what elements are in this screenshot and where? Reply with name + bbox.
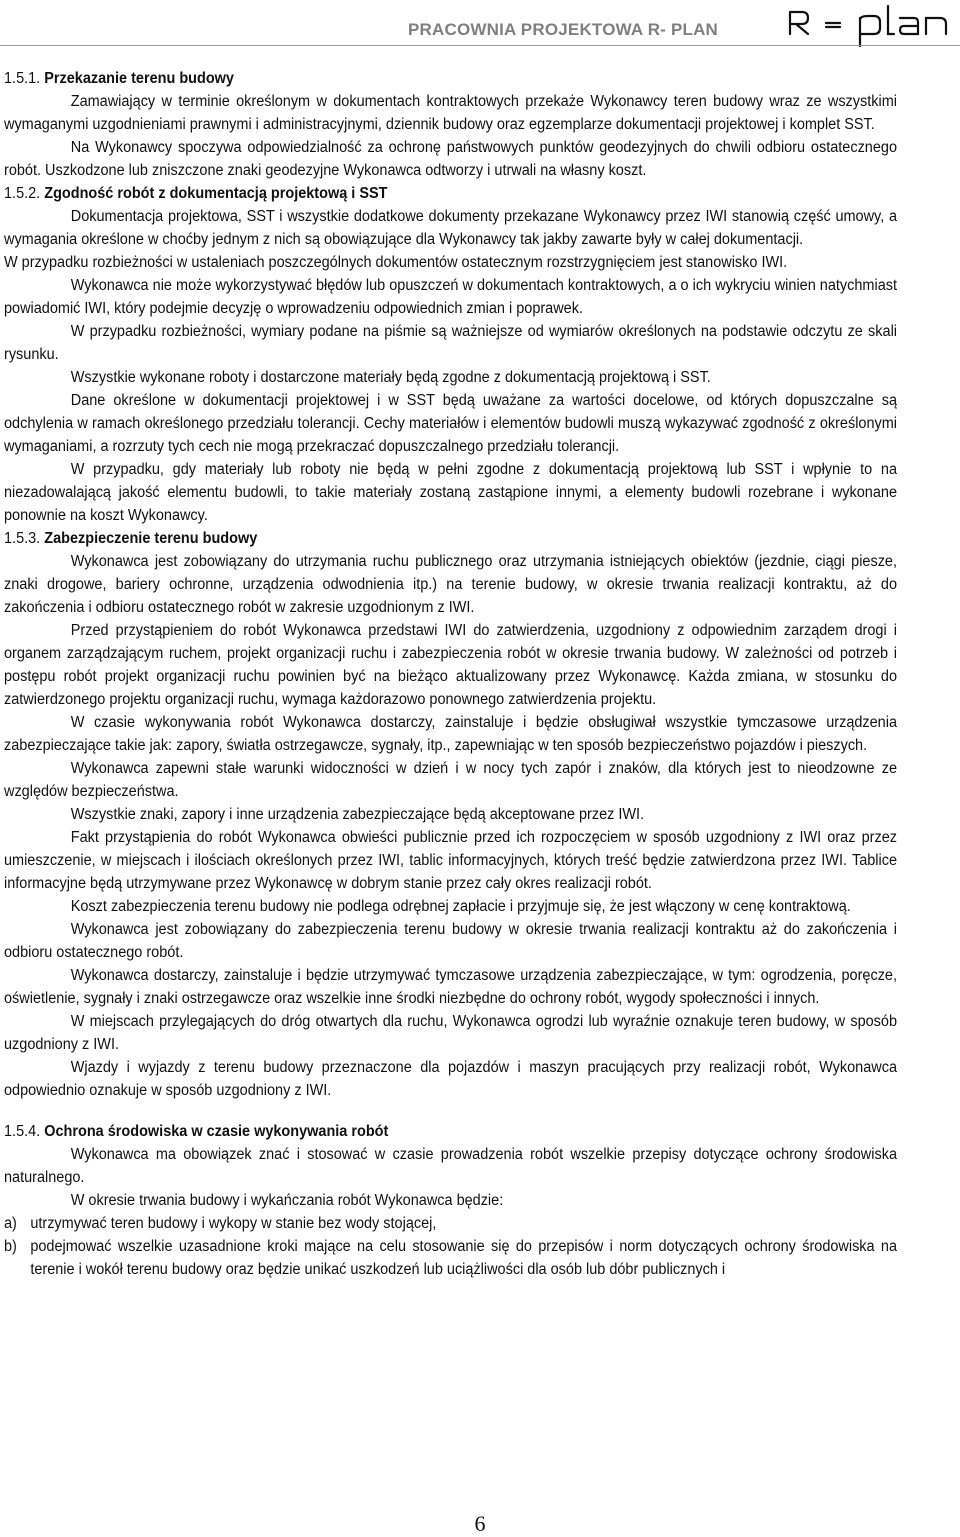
document-body bbox=[4, 67, 897, 1281]
paragraph: Przed przystąpieniem do robót Wykonawca przedstawi IWI do zatwierdzenia, uzgodniony z odpowiednim zarządem drogi i organem zarządzającym ruchem, projekt organizacji ruchu i zabezpieczenia robót w okresie trwania budowy. W zależności od potrzeb i postępu robót projekt organizacji ruchu powinien być na bieżąco aktualizowany przez Wykonawcę. Każda zmiana, w stosunku do zatwierdzonego projektu organizacji ruchu, wymaga każdorazowo ponownego zatwierdzenia projektu. bbox=[4, 622, 898, 708]
paragraph: W czasie wykonywania robót Wykonawca dostarczy, zainstaluje i będzie obsługiwał wszystkie tymczasowe urządzenia zabezpieczające takie jak: zapory, światła ostrzegawcze, sygnały, itp., zapewniając w ten sposób bezpieczeństwo pojazdów i pieszych. bbox=[4, 714, 898, 754]
paragraph: W przypadku rozbieżności, wymiary podane na piśmie są ważniejsze od wymiarów określonych na podstawie odczytu ze skali rysunku. bbox=[4, 323, 898, 363]
spacer bbox=[4, 1102, 897, 1120]
header-title: PRACOWNIA PROJEKTOWA R- PLAN bbox=[408, 20, 719, 39]
paragraph: W przypadku rozbieżności w ustaleniach poszczególnych dokumentów ostatecznym rozstrzygnięciem jest stanowisko IWI. bbox=[4, 254, 788, 271]
list-item-text: podejmować wszelkie uzasadnione kroki mające na celu stosowanie się do przepisów i norm dotyczących ochrony środowiska na terenie i wokół terenu budowy oraz będzie unikać uszkodzeń lub uciążliwości dla osób lub dóbr publicznych i bbox=[30, 1238, 897, 1278]
section-heading: 1.5.2. Zgodność robót z dokumentacją projektową i SST bbox=[4, 185, 388, 202]
paragraph: Dokumentacja projektowa, SST i wszystkie dodatkowe dokumenty przekazane Wykonawcy przez IWI stanowią część umowy, a wymagania określone w choćby jednym z nich są obowiązujące dla Wykonawcy tak jakby zawarte były w całej dokumentacji. bbox=[4, 208, 898, 248]
paragraph: W miejscach przylegających do dróg otwartych dla ruchu, Wykonawca ogrodzi lub wyraźnie oznakuje teren budowy, w sposób uzgodniony z IWI. bbox=[4, 1013, 898, 1053]
paragraph: Wykonawca dostarczy, zainstaluje i będzie utrzymywać tymczasowe urządzenia zabezpieczające, w tym: ogrodzenia, poręcze, oświetlenie, sygnały i znaki ostrzegawcze oraz wszelkie inne środki niezbędne do ochrony robót, wygody społeczności i innych. bbox=[4, 967, 898, 1007]
list-item bbox=[4, 1235, 897, 1281]
paragraph: W przypadku, gdy materiały lub roboty nie będą w pełni zgodne z dokumentacją projektową lub SST i wpłynie to na niezadowalającą jakość elementu budowli, to takie materiały zostaną zastąpione innymi, a elementy budowli rozebrane i wykonane ponownie na koszt Wykonawcy. bbox=[4, 461, 898, 524]
section-heading: 1.5.4. Ochrona środowiska w czasie wykonywania robót bbox=[4, 1123, 389, 1140]
paragraph: Wykonawca jest zobowiązany do zabezpieczenia terenu budowy w okresie trwania realizacji kontraktu aż do zakończenia i odbioru ostatecznego robót. bbox=[4, 921, 898, 961]
paragraph: Wszystkie wykonane roboty i dostarczone materiały będą zgodne z dokumentacją projektową i SST. bbox=[70, 369, 711, 386]
list-marker: b) bbox=[4, 1238, 17, 1255]
paragraph: Wjazdy i wyjazdy z terenu budowy przeznaczone dla pojazdów i maszyn pracujących przy realizacji robót, Wykonawca odpowiednio oznakuje w sposób uzgodniony z IWI. bbox=[4, 1059, 898, 1099]
paragraph: Dane określone w dokumentacji projektowej i w SST będą uważane za wartości docelowe, od których dopuszczalne są odchylenia w ramach określonego przedziału tolerancji. Cechy materiałów i elementów budowli muszą wykazywać zgodność z określonymi wymaganiami, a rozrzuty tych cech nie mogą przekraczać dopuszczalnego przedziału tolerancji. bbox=[4, 392, 898, 455]
paragraph: Koszt zabezpieczenia terenu budowy nie podlega odrębnej zapłacie i przyjmuje się, że jest włączony w cenę kontraktową. bbox=[70, 898, 851, 915]
paragraph: Wykonawca ma obowiązek znać i stosować w czasie prowadzenia robót wszelkie przepisy dotyczące ochrony środowiska naturalnego. bbox=[4, 1146, 898, 1186]
paragraph: W okresie trwania budowy i wykańczania robót Wykonawca będzie: bbox=[70, 1192, 504, 1209]
header-divider bbox=[0, 45, 960, 46]
section-heading: 1.5.1. Przekazanie terenu budowy bbox=[4, 70, 234, 87]
paragraph: Zamawiający w terminie określonym w dokumentach kontraktowych przekaże Wykonawcy teren budowy wraz ze wszystkimi wymaganymi uzgodnieniami prawnymi i administracyjnymi, dziennik budowy oraz egzemplarze dokumentacji projektowej i komplet SST. bbox=[4, 93, 898, 133]
paragraph: Na Wykonawcy spoczywa odpowiedzialność za ochronę państwowych punktów geodezyjnych do chwili odbioru ostatecznego robót. Uszkodzone lub zniszczone znaki geodezyjne Wykonawca odtworzy i utrwali na własny koszt. bbox=[4, 139, 898, 179]
list-item-text: utrzymywać teren budowy i wykopy w stanie bez wody stojącej, bbox=[30, 1215, 437, 1232]
list-item bbox=[4, 1212, 897, 1235]
paragraph: Wykonawca nie może wykorzystywać błędów lub opuszczeń w dokumentach kontraktowych, a o ich wykryciu winien natychmiast powiadomić IWI, który podejmie decyzję o wprowadzeniu odpowiednich zmian i poprawek. bbox=[4, 277, 898, 317]
section-heading: 1.5.3. Zabezpieczenie terenu budowy bbox=[4, 530, 258, 547]
paragraph: Wszystkie znaki, zapory i inne urządzenia zabezpieczające będą akceptowane przez IWI. bbox=[70, 806, 645, 823]
page-number: 6 bbox=[474, 1511, 486, 1536]
paragraph: Wykonawca jest zobowiązany do utrzymania ruchu publicznego oraz utrzymania istniejących obiektów (jezdnie, ciągi piesze, znaki drogowe, bariery ochronne, urządzenia odwodnienia itp.) na terenie budowy, w okresie trwania realizacji kontraktu, aż do zakończenia i odbioru ostatecznego robót w zakresie uzgodnionym z IWI. bbox=[4, 553, 898, 616]
list-marker: a) bbox=[4, 1215, 17, 1232]
company-logo bbox=[784, 2, 954, 48]
paragraph: Wykonawca zapewni stałe warunki widoczności w dzień i w nocy tych zapór i znaków, dla których jest to nieodzowne ze względów bezpieczeństwa. bbox=[4, 760, 898, 800]
paragraph: Fakt przystąpienia do robót Wykonawca obwieści publicznie przed ich rozpoczęciem w sposób uzgodniony z IWI oraz przez umieszczenie, w miejscach i ilościach określonych przez IWI, tablic informacyjnych, których treść będzie zatwierdzona przez IWI. Tablice informacyjne będą utrzymywane przez Wykonawcę w dobrym stanie przez cały okres realizacji robót. bbox=[4, 829, 898, 892]
